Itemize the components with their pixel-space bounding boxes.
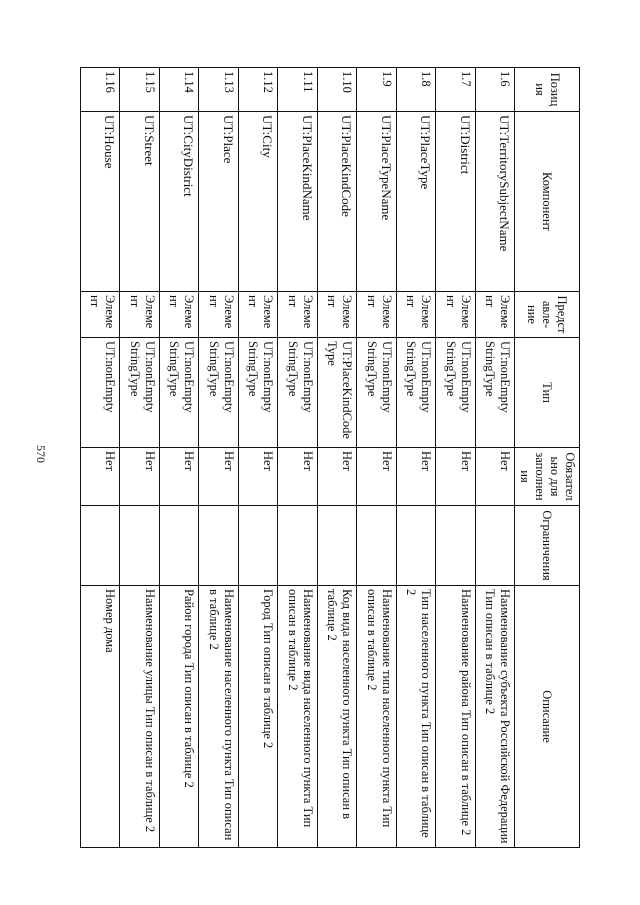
cell-position: 1.8 xyxy=(396,68,435,112)
cell-component: UT:PlaceType xyxy=(396,112,435,292)
cell-description: Наименование субъекта Российской Федерации Тип описан в таблице 2 xyxy=(475,586,514,848)
cell-position: 1.13 xyxy=(199,68,238,112)
header-component: Компонент xyxy=(515,112,580,292)
cell-position: 1.11 xyxy=(278,68,317,112)
cell-representation: Элемент xyxy=(357,292,396,338)
cell-type: UT:nonEmpty StringType xyxy=(159,338,198,448)
table-row xyxy=(238,68,277,848)
cell-type: UT:nonEmpty StringType xyxy=(120,338,159,448)
cell-required: Нет xyxy=(475,448,514,506)
cell-limits xyxy=(238,506,277,586)
cell-representation: Элемент xyxy=(278,292,317,338)
table-row xyxy=(81,68,120,848)
cell-component: UT:CityDistrict xyxy=(159,112,198,292)
header-representation: Представле-ние xyxy=(515,292,580,338)
cell-description: Район города Тип описан в таблице 2 xyxy=(159,586,198,848)
cell-required: Нет xyxy=(81,448,120,506)
table-row xyxy=(199,68,238,848)
cell-position: 1.10 xyxy=(317,68,356,112)
cell-component: UT:PlaceKindCode xyxy=(317,112,356,292)
table-body xyxy=(81,68,515,848)
cell-representation: Элемент xyxy=(436,292,475,338)
cell-position: 1.7 xyxy=(436,68,475,112)
table-row xyxy=(317,68,356,848)
cell-description: Наименование населенного пункта Тип описан в таблице 2 xyxy=(199,586,238,848)
table-row xyxy=(159,68,198,848)
cell-limits xyxy=(278,506,317,586)
cell-position: 1.12 xyxy=(238,68,277,112)
cell-position: 1.9 xyxy=(357,68,396,112)
cell-type: UT:nonEmpty StringType xyxy=(357,338,396,448)
cell-description: Наименование улицы Тип описан в таблице 2 xyxy=(120,586,159,848)
components-table xyxy=(80,67,580,848)
cell-limits xyxy=(317,506,356,586)
cell-description: Код вида населенного пункта Тип описан в таблице 2 xyxy=(317,586,356,848)
cell-component: UT:PlaceKindName xyxy=(278,112,317,292)
cell-type: UT:nonEmpty xyxy=(81,338,120,448)
cell-representation: Элемент xyxy=(81,292,120,338)
table-row xyxy=(120,68,159,848)
cell-limits xyxy=(199,506,238,586)
cell-required: Нет xyxy=(278,448,317,506)
header-limits: Ограничения xyxy=(515,506,580,586)
cell-description: Наименование вида населенного пункта Тип описан в таблице 2 xyxy=(278,586,317,848)
cell-component: UT:Street xyxy=(120,112,159,292)
cell-component: UT:TerritorySubjectName xyxy=(475,112,514,292)
cell-limits xyxy=(475,506,514,586)
cell-type: UT:nonEmpty StringType xyxy=(475,338,514,448)
header-type: Тип xyxy=(515,338,580,448)
table-header-row xyxy=(515,68,580,848)
cell-position: 1.6 xyxy=(475,68,514,112)
cell-component: UT:PlaceTypeName xyxy=(357,112,396,292)
cell-type: UT:nonEmpty StringType xyxy=(199,338,238,448)
cell-type: UT:nonEmpty StringType xyxy=(396,338,435,448)
cell-component: UT:Place xyxy=(199,112,238,292)
cell-description: Город Тип описан в таблице 2 xyxy=(238,586,277,848)
cell-component: UT:City xyxy=(238,112,277,292)
cell-required: Нет xyxy=(199,448,238,506)
cell-required: Нет xyxy=(238,448,277,506)
cell-representation: Элемент xyxy=(159,292,198,338)
cell-representation: Элемент xyxy=(396,292,435,338)
cell-limits xyxy=(159,506,198,586)
cell-type: UT:PlaceKindCode Type xyxy=(317,338,356,448)
header-required: Обязательно для заполнения xyxy=(515,448,580,506)
cell-limits xyxy=(120,506,159,586)
cell-description: Наименование района Тип описан в таблице 2 xyxy=(436,586,475,848)
cell-representation: Элемент xyxy=(238,292,277,338)
cell-required: Нет xyxy=(317,448,356,506)
table-row xyxy=(396,68,435,848)
page-number: 570 xyxy=(34,445,48,463)
table-row xyxy=(278,68,317,848)
cell-component: UT:House xyxy=(81,112,120,292)
cell-representation: Элемент xyxy=(199,292,238,338)
cell-required: Нет xyxy=(357,448,396,506)
cell-required: Нет xyxy=(396,448,435,506)
rotated-page xyxy=(80,67,580,847)
cell-position: 1.14 xyxy=(159,68,198,112)
cell-representation: Элемент xyxy=(317,292,356,338)
table-row xyxy=(475,68,514,848)
cell-type: UT:nonEmpty StringType xyxy=(278,338,317,448)
cell-type: UT:nonEmpty StringType xyxy=(238,338,277,448)
table-row xyxy=(357,68,396,848)
table-row xyxy=(436,68,475,848)
header-description: Описание xyxy=(515,586,580,848)
cell-description: Тип населенного пункта Тип описан в таблице 2 xyxy=(396,586,435,848)
cell-limits xyxy=(81,506,120,586)
cell-required: Нет xyxy=(159,448,198,506)
cell-position: 1.15 xyxy=(120,68,159,112)
cell-representation: Элемент xyxy=(475,292,514,338)
cell-limits xyxy=(396,506,435,586)
cell-position: 1.16 xyxy=(81,68,120,112)
header-position: Позиция xyxy=(515,68,580,112)
cell-required: Нет xyxy=(436,448,475,506)
cell-required: Нет xyxy=(120,448,159,506)
cell-type: UT:nonEmpty StringType xyxy=(436,338,475,448)
cell-representation: Элемент xyxy=(120,292,159,338)
cell-description: Номер дома xyxy=(81,586,120,848)
cell-component: UT:District xyxy=(436,112,475,292)
cell-limits xyxy=(436,506,475,586)
cell-limits xyxy=(357,506,396,586)
cell-description: Наименование типа населенного пункта Тип описан в таблице 2 xyxy=(357,586,396,848)
